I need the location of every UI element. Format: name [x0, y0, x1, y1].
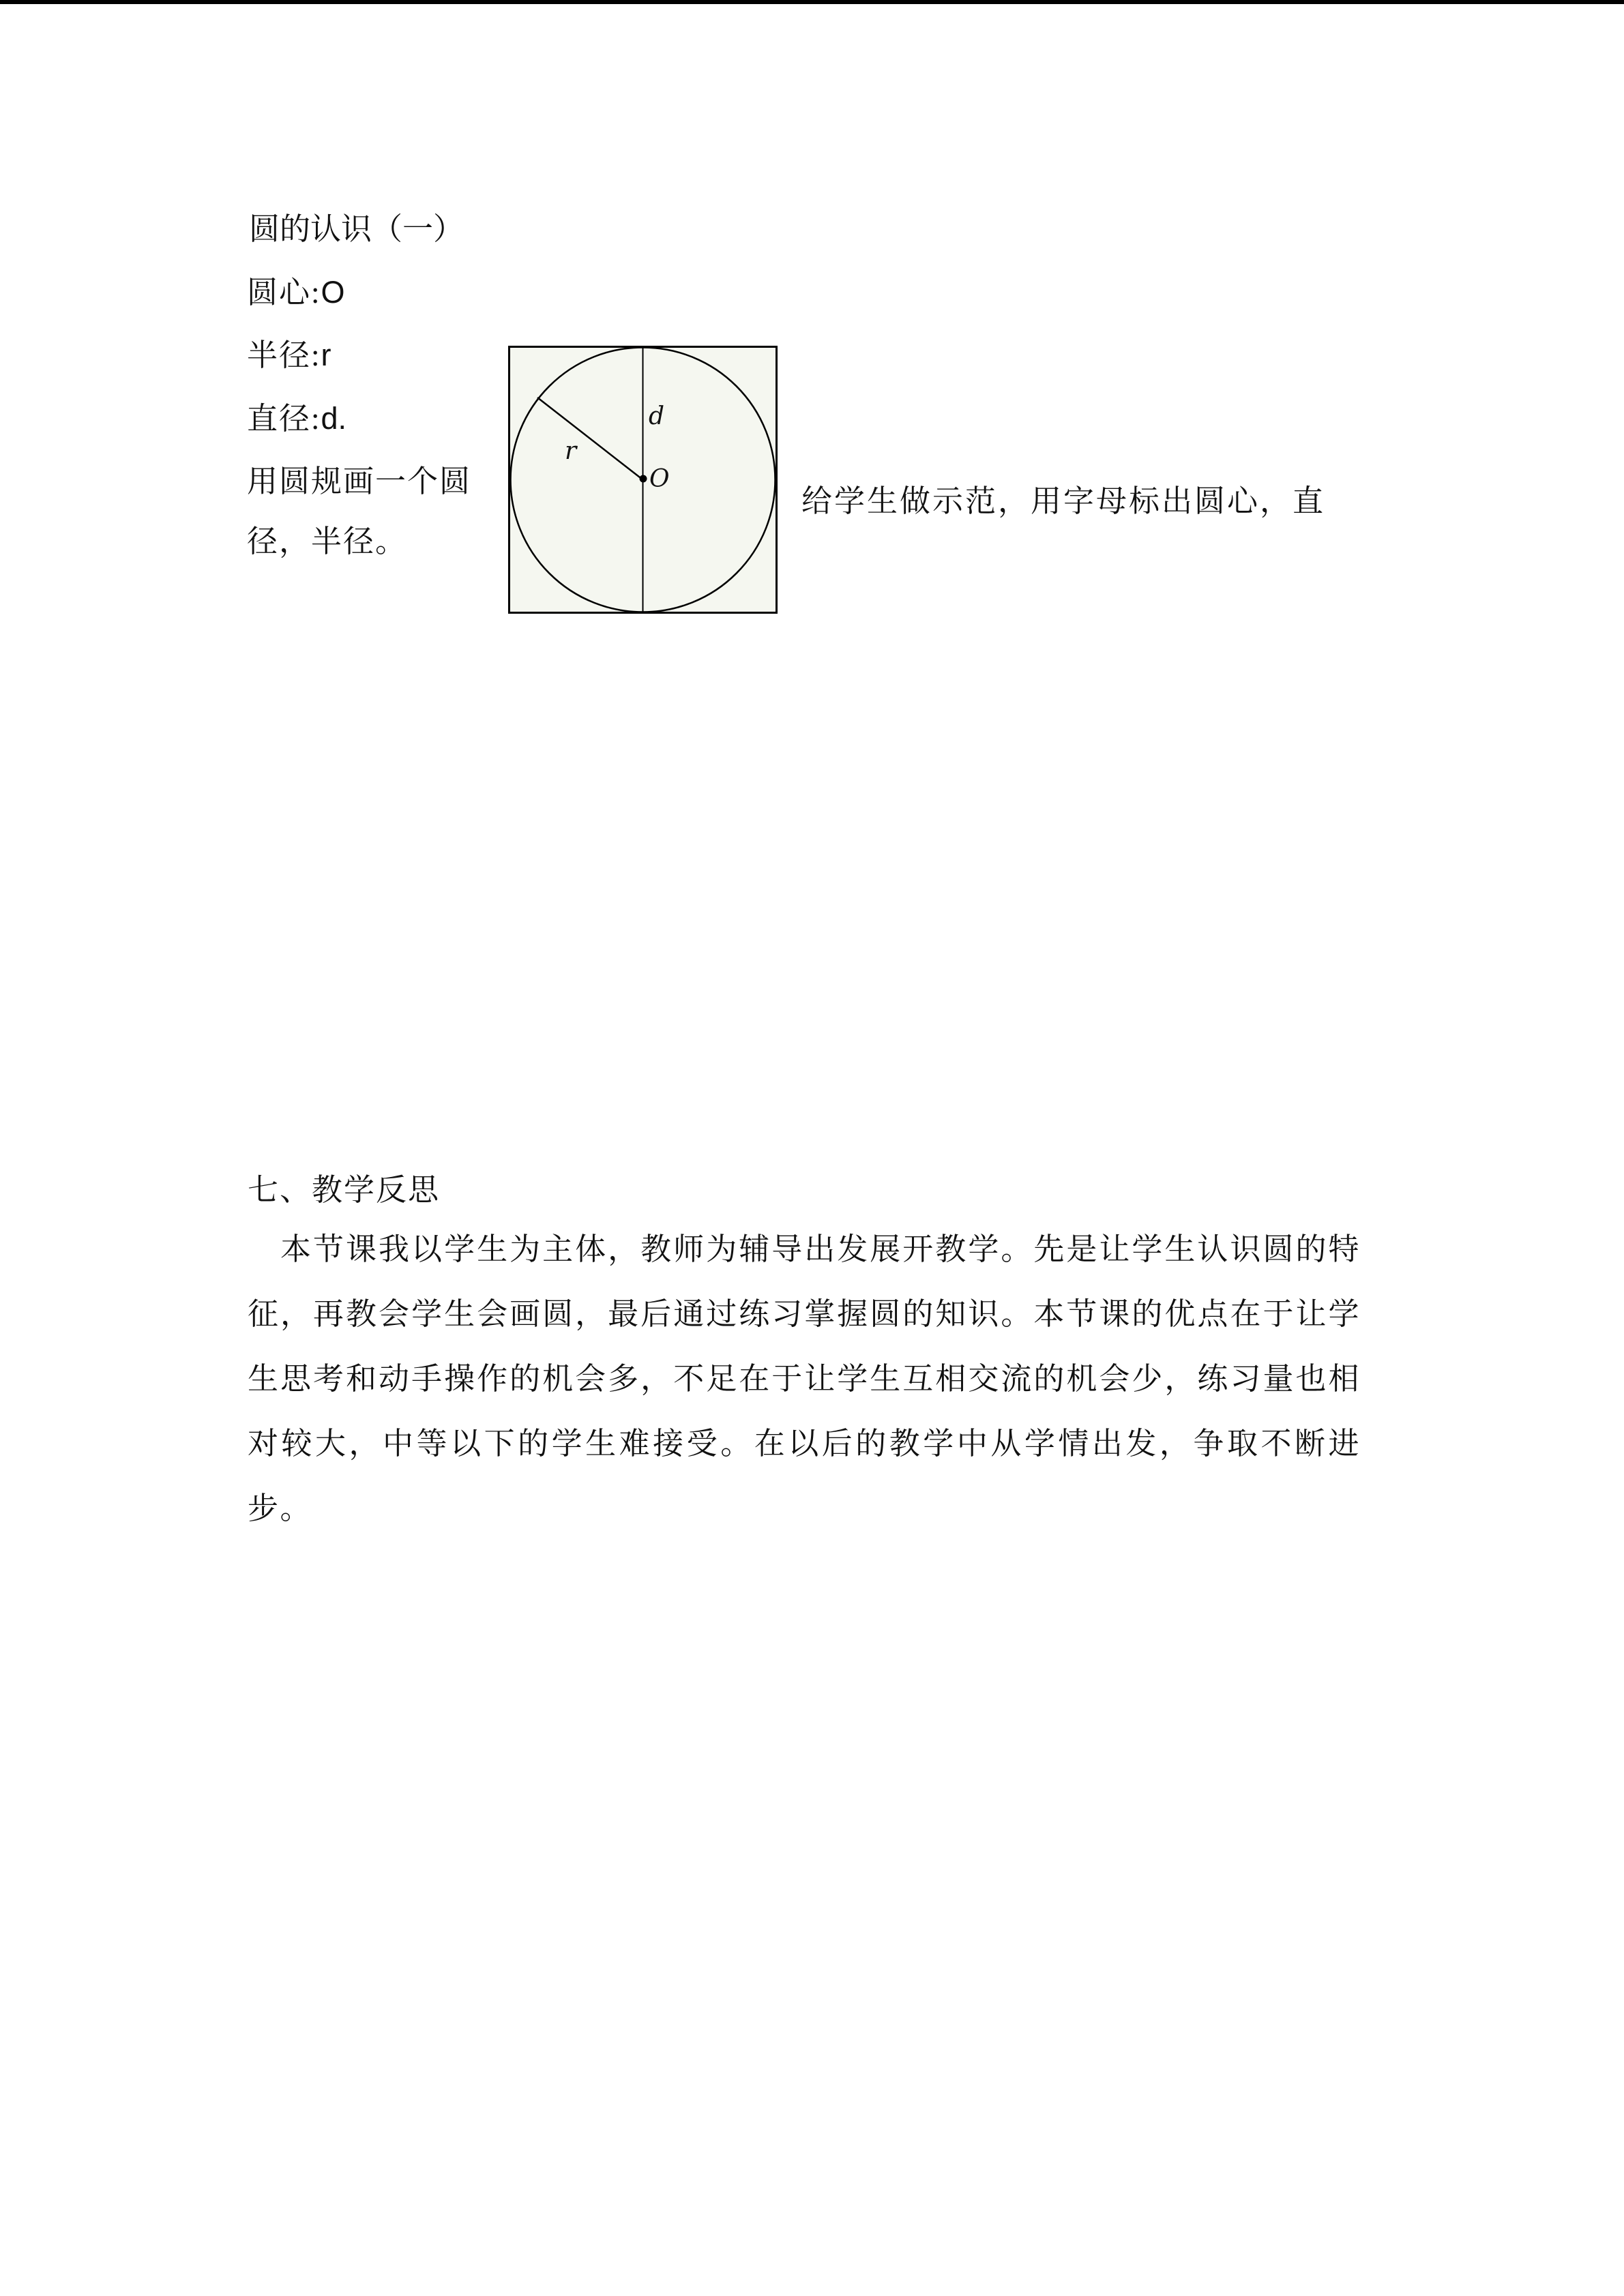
circle-diagram — [508, 346, 778, 614]
circle-diagram-svg — [508, 346, 778, 614]
scan-top-border — [0, 0, 1624, 4]
note-center-label: 圆心: — [247, 275, 321, 310]
reflection-line: 对较大，中等以下的学生难接受。在以后的教学中从学情出发，争取不断进 — [248, 1427, 1361, 1461]
note-center-value: O — [321, 275, 345, 310]
reflection-line: 步。 — [248, 1491, 313, 1525]
note-diameter-label: 直径: — [247, 402, 321, 436]
reflection-paragraph — [248, 1217, 1361, 1541]
center-label: O — [649, 465, 670, 493]
note-radius-value: r — [321, 338, 331, 372]
note-diameter-value: d. — [321, 401, 347, 436]
note-diameter — [247, 402, 346, 436]
teacher-side-note: 给学生做示范，用字母标出圆心，直 — [801, 484, 1326, 518]
reflection-line: 本节课我以学生为主体，教师为辅导出发展开教学。先是让学生认识圆的特 — [280, 1232, 1361, 1266]
diameter-label: d — [649, 402, 665, 430]
note-draw-line-2: 径，半径。 — [247, 524, 408, 558]
lesson-title: 圆的认识（一） — [249, 212, 464, 246]
note-radius — [247, 338, 331, 372]
reflection-heading: 七、教学反思 — [248, 1173, 441, 1207]
note-radius-label: 半径: — [247, 338, 321, 372]
reflection-line: 征，再教会学生会画圆，最后通过练习掌握圆的知识。本节课的优点在于让学 — [248, 1297, 1361, 1331]
reflection-line: 生思考和动手操作的机会多，不足在于让学生互相交流的机会少，练习量也相 — [248, 1362, 1361, 1396]
note-draw-line-1: 用圆规画一个圆 — [247, 464, 472, 498]
note-center — [247, 275, 345, 310]
radius-label: r — [565, 437, 577, 465]
center-dot — [640, 475, 647, 483]
